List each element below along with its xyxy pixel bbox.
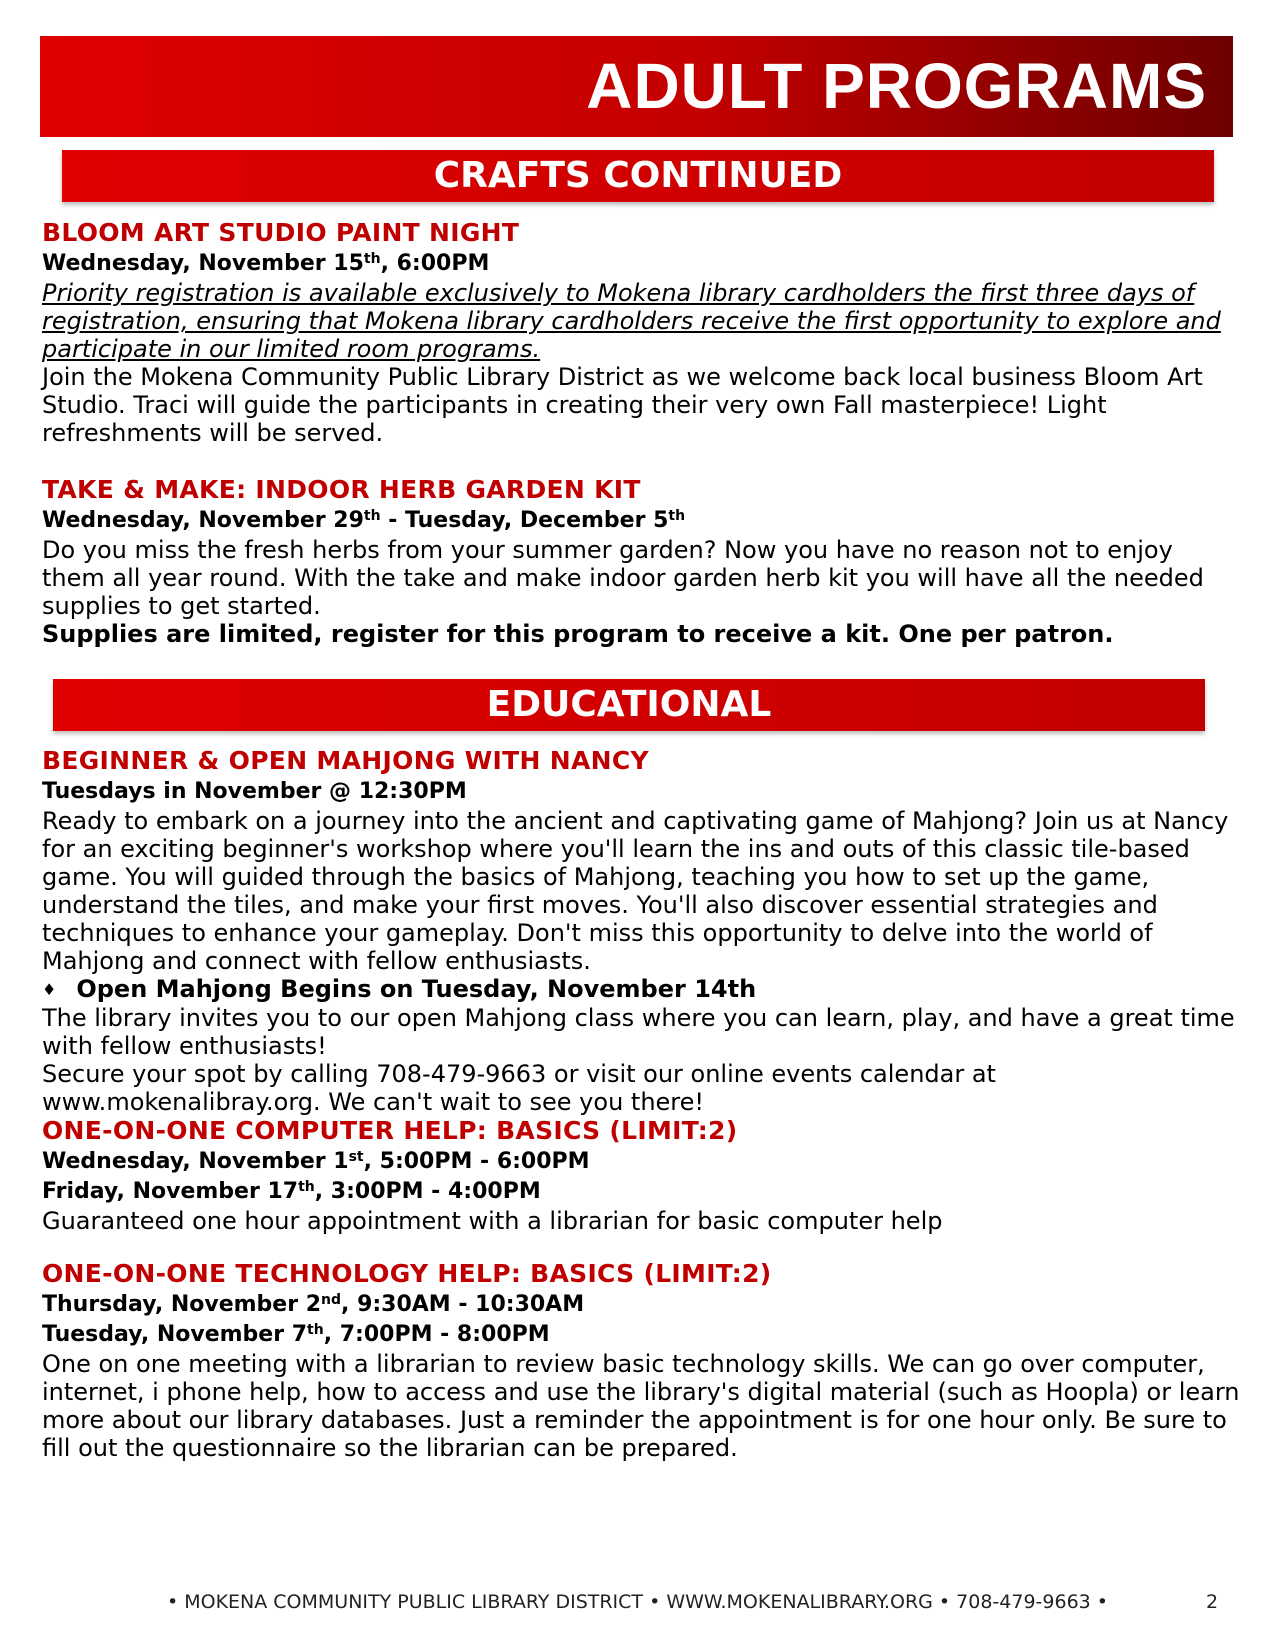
footer-text: • MOKENA COMMUNITY PUBLIC LIBRARY DISTRICT • WWW.MOKENALIBRARY.ORG • 708-479-9663 • — [166, 1591, 1109, 1613]
program-date-2: Friday, November 17th, 3:00PM - 4:00PM — [42, 1179, 541, 1204]
priority-registration-note: Priority registration is available exclusively to Mokena library cardholders the first three days of registration, ensuring that Mokena library cardholders receive the first opportunity to explore and participate in our limited room programs. — [42, 279, 1221, 363]
contact-info: Secure your spot by calling 708-479-9663 or visit our online events calendar at www.mokenalibray.org. We can't wait to see you there! — [42, 1060, 996, 1116]
program-title: ONE-ON-ONE COMPUTER HELP: BASICS (LIMIT:2) — [42, 1116, 738, 1145]
program-bloom-art — [42, 217, 1242, 447]
program-description: Ready to embark on a journey into the ancient and captivating game of Mahjong? Join us at Nancy for an exciting beginner's workshop where you'll learn the ins and outs of this classic tile-based game. You will guided through the basics of Mahjong, teaching you how to set up the game, understand the tiles, and make your first moves. You'll also discover essential strategies and techniques to enhance your gameplay. Don't miss this opportunity to delve into the world of Mahjong and connect with fellow enthusiasts. — [42, 807, 1229, 975]
program-date-2: Tuesday, November 7th, 7:00PM - 8:00PM — [42, 1322, 550, 1347]
supplies-note: Supplies are limited, register for this program to receive a kit. One per patron. — [42, 620, 1114, 648]
program-title: BEGINNER & OPEN MAHJONG WITH NANCY — [42, 746, 649, 775]
program-description: One on one meeting with a librarian to review basic technology skills. We can go over computer, internet, i phone help, how to access and use the library's digital material (such as Hoopla) or learn more about our library databases. Just a reminder the appointment is for one hour only. Be sure to fill out the questionnaire so the librarian can be prepared. — [42, 1350, 1240, 1462]
program-date: Wednesday, November 15th, 6:00PM — [42, 251, 490, 276]
program-description: Do you miss the fresh herbs from your summer garden? Now you have no reason not to enjoy them all year round. With the take and make indoor garden herb kit you will have all the needed supplies to get started. — [42, 536, 1204, 620]
open-mahjong-bullet: ♦ Open Mahjong Begins on Tuesday, November 14th — [42, 975, 757, 1003]
program-date-1: Wednesday, November 1st, 5:00PM - 6:00PM — [42, 1149, 590, 1174]
program-date: Wednesday, November 29th - Tuesday, December 5th — [42, 508, 686, 533]
program-title: ONE-ON-ONE TECHNOLOGY HELP: BASICS (LIMIT:2) — [42, 1259, 772, 1288]
header-banner — [40, 36, 1233, 137]
section-header-educational: EDUCATIONAL — [53, 679, 1205, 731]
diamond-bullet-icon: ♦ — [42, 980, 57, 999]
program-computer-help — [42, 1115, 1242, 1235]
program-herb-garden — [42, 474, 1242, 648]
page-number: 2 — [1206, 1591, 1219, 1613]
open-mahjong-description: The library invites you to our open Mahjong class where you can learn, play, and have a great time with fellow enthusiasts! — [42, 1004, 1235, 1060]
program-technology-help — [42, 1258, 1242, 1462]
program-date-1: Thursday, November 2nd, 9:30AM - 10:30AM — [42, 1292, 585, 1317]
program-title: TAKE & MAKE: INDOOR HERB GARDEN KIT — [42, 475, 641, 504]
program-description: Join the Mokena Community Public Library District as we welcome back local business Bloom Art Studio. Traci will guide the participants in creating their very own Fall masterpiece! Light refreshments will be served. — [42, 363, 1203, 447]
program-title: BLOOM ART STUDIO PAINT NIGHT — [42, 218, 520, 247]
program-mahjong — [42, 745, 1242, 1116]
program-description: Guaranteed one hour appointment with a librarian for basic computer help — [42, 1207, 943, 1235]
section-header-crafts: CRAFTS CONTINUED — [62, 150, 1214, 202]
page-title: ADULT PROGRAMS — [586, 50, 1207, 122]
program-date: Tuesdays in November @ 12:30PM — [42, 779, 467, 804]
